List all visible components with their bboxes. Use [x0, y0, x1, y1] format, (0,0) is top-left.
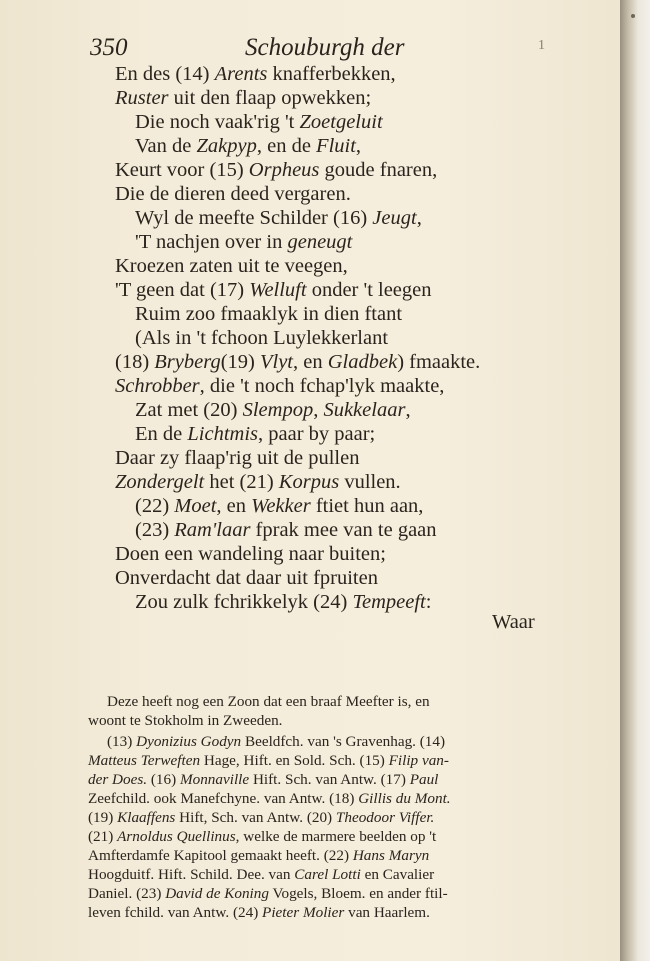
page-edge: [620, 0, 650, 961]
poem-line: En de Lichtmis, paar by paar;: [135, 423, 376, 445]
footnote-line: Hoogduitf. Hift. Schild. Dee. van Carel Lotti en Cavalier: [88, 866, 435, 883]
poem-line: Wyl de meefte Schilder (16) Jeugt,: [135, 207, 422, 229]
poem-line: (22) Moet, en Wekker ftiet hun aan,: [135, 495, 424, 517]
page-number: 350: [90, 34, 128, 61]
poem-line: Zou zulk fchrikkelyk (24) Tempeeft:: [135, 591, 432, 613]
catchword: Waar: [492, 611, 535, 633]
edge-dot: [631, 14, 635, 18]
poem-line: Schrobber, die 't noch fchap'lyk maakte,: [115, 375, 445, 397]
corner-mark: 1: [538, 38, 545, 53]
footnote-line: (19) Klaaffens Hift, Sch. van Antw. (20) Theodoor Viffer.: [88, 809, 435, 826]
poem-line: 'T nachjen over in geneugt: [135, 231, 353, 253]
poem-line: (Als in 't fchoon Luylekkerlant: [135, 327, 389, 349]
poem-line: Ruim zoo fmaaklyk in dien ftant: [135, 303, 403, 325]
footnote-line: Zeefchild. ook Manefchyne. van Antw. (18) Gillis du Mont.: [88, 790, 451, 807]
poem-line: Daar zy flaap'rig uit de pullen: [115, 447, 360, 469]
footnote-line: Daniel. (23) David de Koning Vogels, Bloem. en ander ftil-: [88, 885, 448, 902]
footnote-line: (13) Dyonizius Godyn Beeldfch. van 's Gravenhag. (14): [107, 733, 446, 750]
footnote-line: (21) Arnoldus Quellinus, welke de marmere beelden op 't: [88, 828, 437, 845]
poem-line: Kroezen zaten uit te veegen,: [115, 255, 348, 277]
footnote-line: der Does. (16) Monnaville Hift. Sch. van Antw. (17) Paul: [88, 771, 439, 788]
footnote-line: Matteus Terweften Hage, Hift. en Sold. Sch. (15) Filip van-: [88, 752, 449, 769]
poem-line: Keurt voor (15) Orpheus goude fnaren,: [115, 159, 438, 181]
running-title: Schouburgh der: [245, 34, 405, 61]
footnote-line: woont te Stokholm in Zweeden.: [88, 712, 283, 729]
poem-line: (18) Bryberg(19) Vlyt, en Gladbek) fmaakte.: [115, 351, 481, 373]
poem-line: Zondergelt het (21) Korpus vullen.: [115, 471, 401, 493]
poem-line: (23) Ram'laar fprak mee van te gaan: [135, 519, 437, 541]
poem-line: En des (14) Arents knafferbekken,: [115, 63, 396, 85]
footnote-line: leven fchild. van Antw. (24) Pieter Molier van Haarlem.: [88, 904, 430, 921]
poem-line: 'T geen dat (17) Welluft onder 't leegen: [115, 279, 432, 301]
poem-line: Doen een wandeling naar buiten;: [115, 543, 386, 565]
poem-line: Ruster uit den flaap opwekken;: [115, 87, 372, 109]
poem-line: Van de Zakpyp, en de Fluit,: [135, 135, 362, 157]
poem-line: Die de dieren deed vergaren.: [115, 183, 351, 205]
footnote-line: Amfterdamfe Kapitool gemaakt heeft. (22) Hans Maryn: [88, 847, 430, 864]
poem-line: Onverdacht dat daar uit fpruiten: [115, 567, 378, 589]
poem-line: Zat met (20) Slempop, Sukkelaar,: [135, 399, 411, 421]
footnote-line: Deze heeft nog een Zoon dat een braaf Meefter is, en: [107, 693, 430, 710]
poem-line: Die noch vaak'rig 't Zoetgeluit: [135, 111, 383, 133]
